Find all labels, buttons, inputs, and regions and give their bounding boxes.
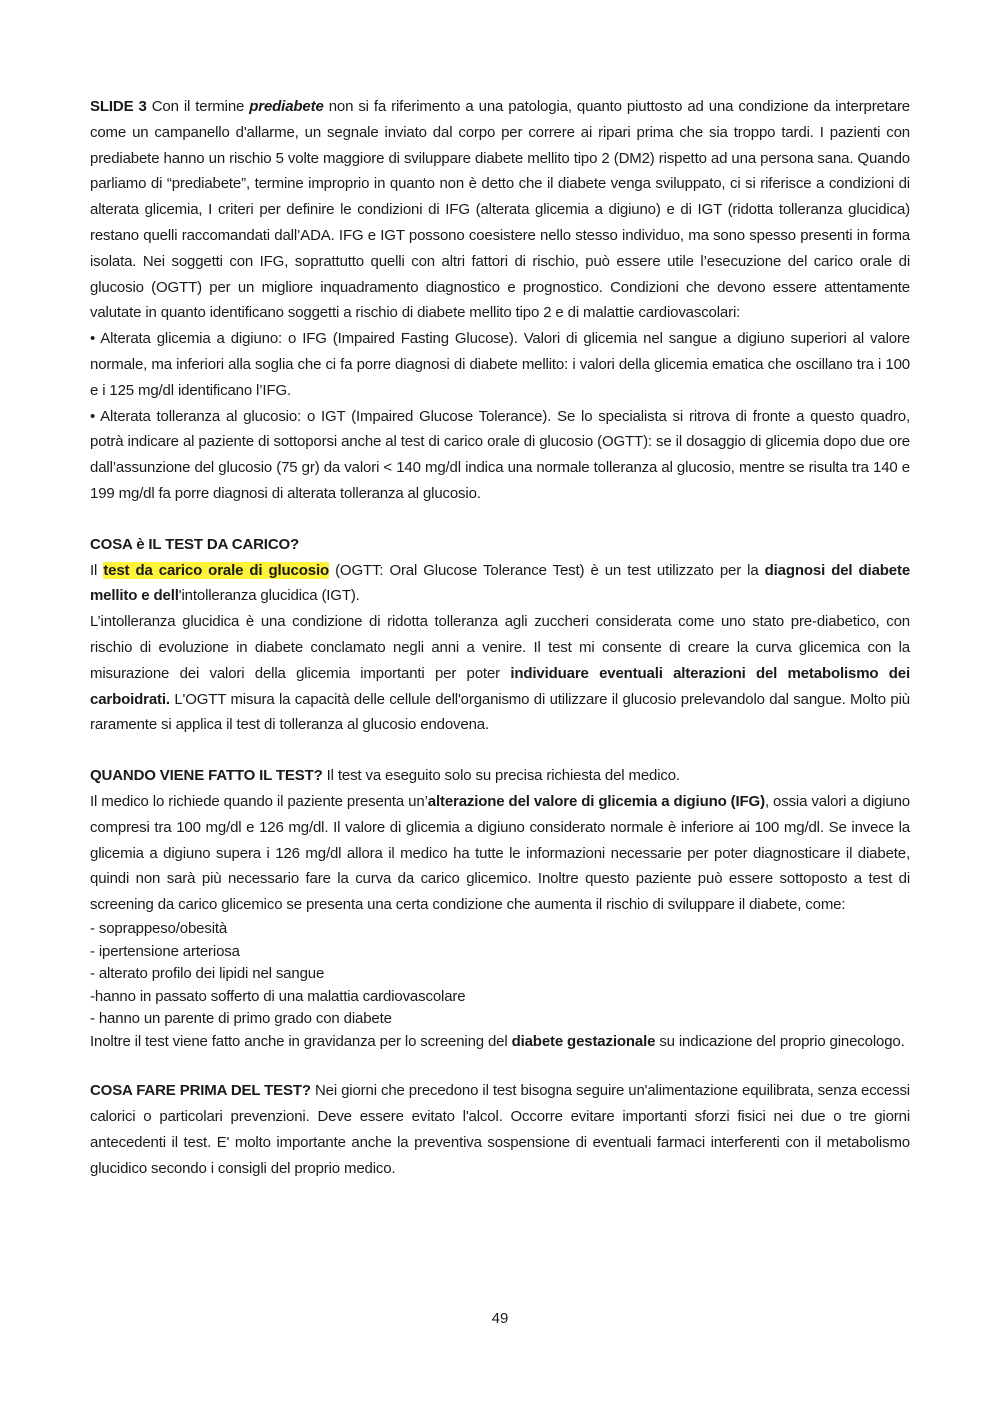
test-carico-paragraph-1: Il test da carico orale di glucosio (OGTT: Oral Glucose Tolerance Test) è un test utilizzato per la diagnosi del diabete mellito e dell'intolleranza glucidica (IGT). [90,561,911,605]
list-item: - hanno un parente di primo grado con diabete [90,1010,392,1028]
quando-heading-line: QUANDO VIENE FATTO IL TEST? Il test va eseguito solo su precisa richiesta del medico. [90,767,680,785]
list-item: - soprappeso/obesità [90,919,228,937]
section-heading-quando: QUANDO VIENE FATTO IL TEST? [90,767,323,785]
slide3-text-2: non si fa riferimento a una patologia, quanto piuttosto ad una condizione da interpretare come un campanello d'allarme, un segnale inviato dal corpo per correre ai ripari prima che sia troppo tardi. I pazienti con prediabete hanno un rischio 5 volte maggiore di sviluppare diabete mellito tipo 2 (DM2) rispetto ad una persona sana. Quando parliamo di “prediabete”, termine improprio in quanto non è detto che il diabete venga sviluppato, ci si riferisce a condizioni di alterata glicemia, I criteri per definire le condizioni di IFG (alterata glicemia a digiuno) e di IGT (ridotta tolleranza glucidica) restano quelli raccomandati dall’ADA. IFG e IGT possono coesistere nello stesso individuo, ma sono spesso presenti in forma isolata. Nei soggetti con IFG, soprattutto quelli con altri fattori di rischio, può essere utile l’esecuzione del carico orale di glucosio (OGTT) per un migliore inquadramento diagnostico e prognostico. Condizioni che devono essere attentamente valutate in quanto identificano soggetti a rischio di diabete mellito tipo 2 e di malattie cardiovascolari: [90,98,910,322]
section-heading-test-carico: COSA è IL TEST DA CARICO? [90,535,300,553]
slide-label: SLIDE 3 [90,98,147,115]
section-heading-prima: COSA FARE PRIMA DEL TEST? [90,1082,311,1100]
slide3-text-1: Con il termine [146,98,250,115]
list-item: - ipertensione arteriosa [90,942,240,960]
prima-paragraph: COSA FARE PRIMA DEL TEST? Nei giorni che precedono il test bisogna seguire un'alimentazione equilibrata, senza eccessi calorici o particolari prevenzioni. Deve essere evitato l'alcol. Occorre evitare importanti sforzi fisici nei due o tre giorni antecedenti il test. E' molto importante anche la preventiva sospensione di eventuali farmaci interferenti con il metabolismo glucidico secondo i consigli del proprio medico. [90,1082,910,1177]
list-item: - alterato profilo dei lipidi nel sangue [90,965,325,983]
list-item: -hanno in passato sofferto di una malattia cardiovascolare [90,987,466,1005]
page-number: 49 [491,1310,509,1327]
test-carico-paragraph-2: L’intolleranza glucidica è una condizione di ridotta tolleranza agli zuccheri considerata come uno stato pre-diabetico, con rischio di evoluzione in diabete conclamato negli anni a venire. Il test mi consente di creare la curva glicemica con la misurazione dei valori della glicemia importanti per poter individuare eventuali alterazioni del metabolismo dei carboidrati. L'OGTT misura la capacità delle cellule dell'organismo di utilizzare il glucosio prelevandolo dal sangue. Molto più raramente si applica il test di tolleranza al glucosio endovena. [90,613,910,734]
quando-paragraph-1: Il medico lo richiede quando il paziente presenta un’alterazione del valore di glicemia a digiuno (IFG), ossia valori a digiuno compresi tra 100 mg/dl e 126 mg/dl. Il valore di glicemia a digiuno considerato normale è inferiore ai 100 mg/dl. Se invece la glicemia a digiuno supera i 126 mg/dl allora il medico ha tutte le informazioni necessarie per poter diagnosticare il diabete, quindi non sarà più necessario fare la curva da carico glicemico. Inoltre questo paziente può essere sottoposto a test di screening da carico glicemico se presenta una certa condizione che aumenta il rischio di sviluppare il diabete, come: [90,792,910,914]
document-page [90,94,910,1182]
quando-paragraph-2: Inoltre il test viene fatto anche in gravidanza per lo screening del diabete gestazionale su indicazione del proprio ginecologo. [90,1032,905,1050]
bullet-igt: • Alterata tolleranza al glucosio: o IGT (Impaired Glucose Tolerance). Se lo specialista si ritrova di fronte a questo quadro, potrà indicare al paziente di sottoporsi anche al test di carico orale di glucosio (OGTT): se il dosaggio di glicemia dopo due ore dall’assunzione del glucosio (75 gr) da valori < 140 mg/dl indica una normale tolleranza al glucosio, mentre se risulta tra 140 e 199 mg/dl fa porre diagnosi di alterata tolleranza al glucosio. [90,407,910,502]
bullet-ifg: • Alterata glicemia a digiuno: o IFG (Impaired Fasting Glucose). Valori di glicemia nel sangue a digiuno superiori al valore normale, ma inferiori alla soglia che ci fa porre diagnosi di diabete mellito: i valori della glicemia ematica che oscillano tra i 100 e i 125 mg/dl identificano l’IFG. [90,330,910,399]
highlighted-term: test da carico orale di glucosio [103,561,329,579]
slide3-paragraph [90,94,910,326]
risk-factor-list [90,918,910,1031]
prediabete-term: prediabete [249,98,324,115]
